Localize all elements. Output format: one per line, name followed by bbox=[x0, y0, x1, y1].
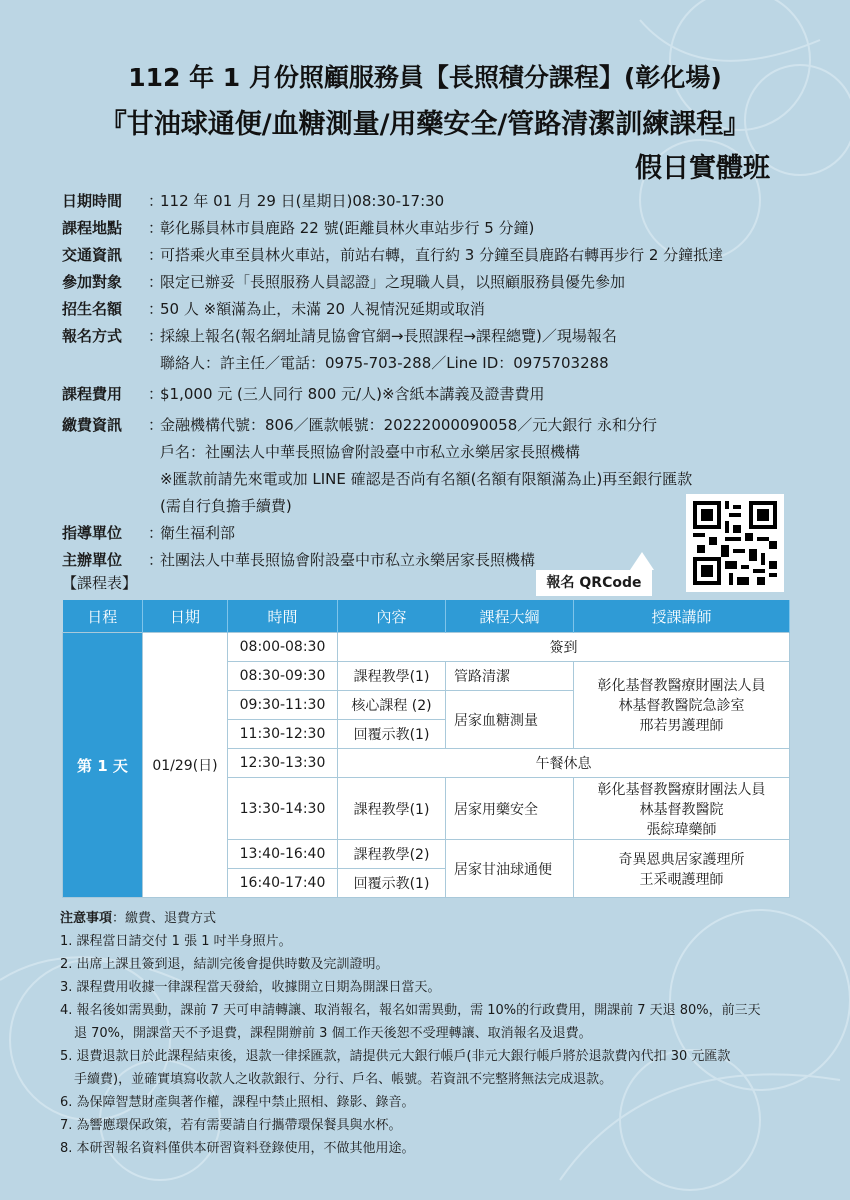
column-header: 時間 bbox=[228, 600, 338, 633]
teacher-line: 彰化基督教醫療財團法人員 bbox=[597, 678, 766, 694]
title-line-3: 假日實體班 bbox=[635, 153, 770, 184]
table-row bbox=[63, 633, 790, 662]
note-item: 5. 退費退款日於此課程結束後，退款一律採匯款，請提供元大銀行帳戶(非元大銀行帳戶將於退款費內代扣 30 元匯款 bbox=[60, 1049, 731, 1064]
teacher-line: 彰化基督教醫療財團法人員 bbox=[597, 781, 766, 798]
teacher-line: 王采覗護理師 bbox=[639, 871, 724, 888]
info-fee: 課程費用 ： $1,000 元 (三人同行 800 元/人)※含紙本講義及證書費用 bbox=[62, 381, 802, 408]
time-cell: 13:40-16:40 bbox=[228, 840, 338, 869]
qr-callout-arrow bbox=[630, 552, 654, 570]
teacher-line: 林基督教醫院急診室 bbox=[618, 698, 745, 714]
teacher-cell bbox=[574, 662, 790, 749]
time-cell: 11:30-12:30 bbox=[228, 720, 338, 749]
info-transport: 交通資訊 ： 可搭乘火車至員林火車站，前站右轉，直行約 3 分鐘至員鹿路右轉再步行 2 分鐘抵達 bbox=[62, 242, 802, 269]
note-item: 4. 報名後如需異動，課前 7 天可申請轉讓、取消報名，報名如需異動，需 10%的行政費用，開課前 7 天退 80%，前三天 bbox=[60, 1003, 761, 1018]
note-item-continued: 退 70%，開課當天不予退費，課程開辦前 3 個工作天後恕不受理轉讓、取消報名及退費。 bbox=[74, 1026, 592, 1041]
teacher-line: 林基督教醫院 bbox=[639, 801, 724, 818]
teacher-cell bbox=[574, 840, 790, 898]
table-header-row bbox=[63, 600, 790, 633]
lunch-cell: 午餐休息 bbox=[338, 749, 790, 778]
schedule-label: 【課程表】 bbox=[62, 574, 138, 592]
title-line-2: 『甘油球通便/血糖測量/用藥安全/管路清潔訓練課程』 bbox=[99, 109, 751, 140]
time-cell: 08:30-09:30 bbox=[228, 662, 338, 691]
info-value: 社團法人中華長照協會附設臺中市私立永樂居家長照機構 bbox=[160, 551, 536, 569]
note-item: 1. 課程當日請交付 1 張 1 吋半身照片。 bbox=[60, 934, 292, 949]
content-cell: 回覆示教(1) bbox=[338, 869, 446, 898]
teacher-line: 張綜瑋藥師 bbox=[646, 821, 717, 838]
time-cell: 13:30-14:30 bbox=[228, 778, 338, 840]
info-value: 金融機構代號：806／匯款帳號：20222000090058／元大銀行 永和分行 bbox=[160, 416, 658, 434]
info-supervisor: 指導單位 ： 衛生福利部 bbox=[62, 520, 802, 547]
info-organizer: 主辦單位 ： 社團法人中華長照協會附設臺中市私立永樂居家長照機構 bbox=[62, 547, 802, 574]
note-item: 8. 本研習報名資料僅供本研習資料登錄使用，不做其他用途。 bbox=[60, 1141, 415, 1156]
outline-cell: 居家用藥安全 bbox=[446, 778, 574, 840]
column-header: 內容 bbox=[338, 600, 446, 633]
note-item-continued: 手續費)，並確實填寫收款人之收款銀行、分行、戶名、帳號。若資訊不完整將無法完成退款。 bbox=[74, 1072, 613, 1087]
note-item: 6. 為保障智慧財產與著作權，課程中禁止照相、錄影、錄音。 bbox=[60, 1095, 415, 1110]
note-item: 3. 課程費用收據一律課程當天發給，收據開立日期為開課日當天。 bbox=[60, 980, 441, 995]
qr-code[interactable] bbox=[686, 494, 784, 592]
payment-note-2: (需自行負擔手續費) bbox=[160, 497, 292, 515]
info-value: 採線上報名(報名網址請見協會官網→長照課程→課程總覽)／現場報名 bbox=[160, 327, 617, 345]
content-cell: 課程教學(2) bbox=[338, 840, 446, 869]
outline-cell: 居家血糖測量 bbox=[446, 691, 574, 749]
time-cell: 08:00-08:30 bbox=[228, 633, 338, 662]
content-cell: 回覆示教(1) bbox=[338, 720, 446, 749]
column-header: 日程 bbox=[63, 600, 143, 633]
content-cell: 核心課程 (2) bbox=[338, 691, 446, 720]
content-cell: 課程教學(1) bbox=[338, 662, 446, 691]
info-label: 繳費資訊 bbox=[62, 416, 123, 434]
info-label: 主辦單位 bbox=[62, 551, 123, 569]
info-contact: 聯絡人：許主任／電話：0975-703-288／Line ID：0975703288 bbox=[160, 354, 609, 372]
title-line-1: 112 年 1 月份照顧服務員【長照積分課程】(彰化場) bbox=[128, 63, 722, 92]
info-value: $1,000 元 (三人同行 800 元/人)※含紙本講義及證書費用 bbox=[160, 385, 545, 403]
teacher-cell bbox=[574, 778, 790, 840]
info-location: 課程地點 ： 彰化縣員林市員鹿路 22 號(距離員林火車站步行 5 分鐘) bbox=[62, 215, 802, 242]
info-label: 報名方式 bbox=[62, 327, 123, 345]
info-payment: 繳費資訊 ： 金融機構代號：806／匯款帳號：20222000090058／元大銀行 永和分行 bbox=[62, 412, 802, 439]
qr-code-label: 報名 QRCode bbox=[536, 570, 652, 596]
payment-note-1: ※匯款前請先來電或加 LINE 確認是否尚有名額(名額有限額滿為止)再至銀行匯款 bbox=[160, 470, 693, 488]
signin-cell: 簽到 bbox=[338, 633, 790, 662]
payment-account-name: 戶名：社團法人中華長照協會附設臺中市私立永樂居家長照機構 bbox=[160, 443, 581, 461]
info-value: 衛生福利部 bbox=[160, 524, 236, 542]
info-label: 招生名額 bbox=[62, 300, 123, 318]
time-cell: 09:30-11:30 bbox=[228, 691, 338, 720]
info-label: 課程地點 bbox=[62, 219, 123, 237]
teacher-line: 邢若男護理師 bbox=[639, 718, 724, 734]
time-cell: 12:30-13:30 bbox=[228, 749, 338, 778]
time-cell: 16:40-17:40 bbox=[228, 869, 338, 898]
day-cell: 第 1 天 bbox=[63, 633, 143, 898]
notes-section bbox=[60, 907, 800, 1160]
info-value: 50 人 ※額滿為止，未滿 20 人視情況延期或取消 bbox=[160, 300, 485, 318]
content-cell: 課程教學(1) bbox=[338, 778, 446, 840]
date-cell: 01/29(日) bbox=[143, 633, 228, 898]
outline-cell: 居家甘油球通便 bbox=[446, 840, 574, 898]
info-label: 參加對象 bbox=[62, 273, 123, 291]
info-value: 112 年 01 月 29 日(星期日)08:30-17:30 bbox=[160, 192, 445, 210]
info-label: 日期時間 bbox=[62, 192, 123, 210]
teacher-line: 奇異恩典居家護理所 bbox=[618, 851, 745, 868]
note-item: 7. 為響應環保政策，若有需要請自行攜帶環保餐具與水杯。 bbox=[60, 1118, 402, 1133]
column-header: 課程大綱 bbox=[446, 600, 574, 633]
outline-cell: 管路清潔 bbox=[446, 662, 574, 691]
qr-code-icon bbox=[693, 501, 777, 585]
info-value: 彰化縣員林市員鹿路 22 號(距離員林火車站步行 5 分鐘) bbox=[160, 219, 535, 237]
info-signup: 報名方式 ： 採線上報名(報名網址請見協會官網→長照課程→課程總覽)／現場報名 bbox=[62, 323, 802, 350]
column-header: 授課講師 bbox=[574, 600, 790, 633]
course-schedule-table bbox=[62, 600, 790, 898]
info-audience: 參加對象 ： 限定已辦妥「長照服務人員認證」之現職人員，以照顧服務員優先參加 bbox=[62, 269, 802, 296]
info-label: 課程費用 bbox=[62, 385, 123, 403]
info-label: 指導單位 bbox=[62, 524, 123, 542]
column-header: 日期 bbox=[143, 600, 228, 633]
note-item: 2. 出席上課且簽到退，結訓完後會提供時數及完訓證明。 bbox=[60, 957, 389, 972]
info-value: 限定已辦妥「長照服務人員認證」之現職人員，以照顧服務員優先參加 bbox=[160, 273, 626, 291]
notes-heading-rest: ：繳費、退費方式 bbox=[112, 911, 217, 926]
info-value: 可搭乘火車至員林火車站，前站右轉，直行約 3 分鐘至員鹿路右轉再步行 2 分鐘抵達 bbox=[160, 246, 724, 264]
info-date: 日期時間 ： 112 年 01 月 29 日(星期日)08:30-17:30 bbox=[62, 188, 802, 215]
info-label: 交通資訊 bbox=[62, 246, 123, 264]
notes-heading bbox=[60, 907, 800, 930]
notes-heading-label: 注意事項 bbox=[60, 911, 113, 926]
info-quota: 招生名額 ： 50 人 ※額滿為止，未滿 20 人視情況延期或取消 bbox=[62, 296, 802, 323]
